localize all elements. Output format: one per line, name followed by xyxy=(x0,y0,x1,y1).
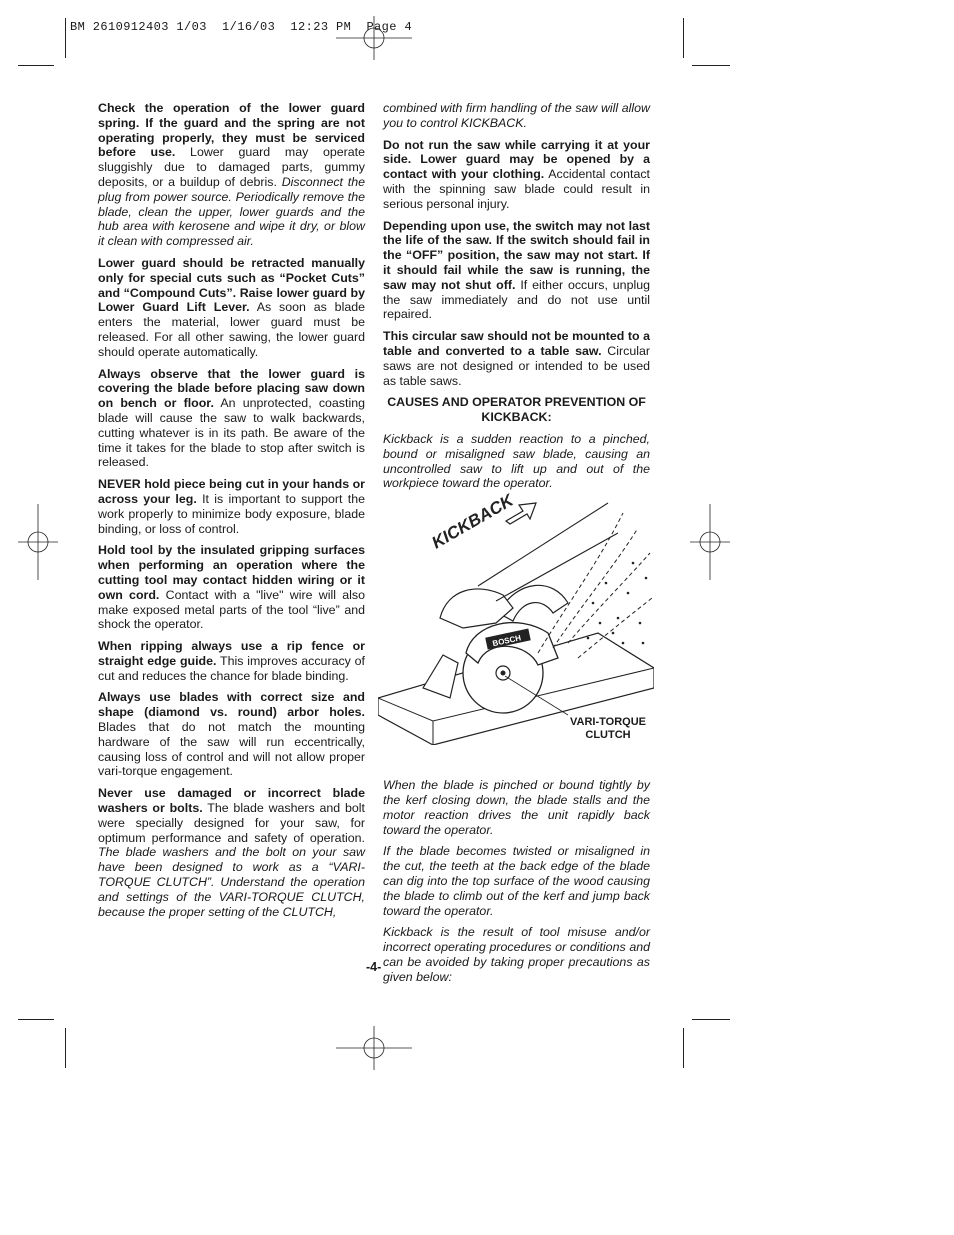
paragraph-never-hold: NEVER hold piece being cut in your hands or across your leg. It is important to support the work properly to minimize body exposure, blade binding, or loss of control. xyxy=(98,477,365,536)
registration-mark-left xyxy=(18,504,58,580)
sawdust xyxy=(587,562,648,645)
paragraph-table-saw: This circular saw should not be mounted to a table and converted to a table saw. Circular saws are not designed or intended to be used as table saws. xyxy=(383,329,650,388)
registration-mark-top xyxy=(336,16,412,60)
kickback-label: KICKBACK xyxy=(428,490,517,553)
paragraph-blade-twisted: If the blade becomes twisted or misaligned in the cut, the teeth at the back edge of the blade can dig into the top surface of the wood causing the blade to climb out of the kerf and jump back toward the operator. xyxy=(383,844,650,918)
figure-caption xyxy=(552,716,664,742)
paragraph-arbor-holes: Always use blades with correct size and shape (diamond vs. round) arbor holes. Blades that do not match the mounting hardware of the saw will run eccentrically, causing loss of control and will not allow proper vari-torque engagement. xyxy=(98,690,365,779)
paragraph-kickback-definition: Kickback is a sudden reaction to a pinched, bound or misaligned saw blade, causing an uncontrolled saw to lift up and out of the workpiece toward the operator. xyxy=(383,431,650,491)
registration-mark-bottom xyxy=(336,1026,412,1070)
page-number: -4- xyxy=(366,960,382,974)
printer-slug: BM 2610912403 1/03 1/16/03 12:23 PM Page 4 xyxy=(70,20,413,34)
paragraph-rip-fence: When ripping always use a rip fence or straight edge guide. This improves accuracy of cut and reduces the chance for blade binding. xyxy=(98,639,365,683)
section-heading-kickback: CAUSES AND OPERATOR PREVENTION OF KICKBACK: xyxy=(387,395,646,425)
paragraph-carrying: Do not run the saw while carrying it at your side. Lower guard may be opened by a contact with your clothing. Accidental contact with the spinning saw blade could result in serious personal injury. xyxy=(383,137,650,211)
operator-hand xyxy=(440,589,513,628)
paragraph-kickback-avoid: Kickback is the result of tool misuse and/or incorrect operating procedures or conditions and can be avoided by taking proper precautions as given below: xyxy=(383,925,650,984)
left-column xyxy=(98,101,365,926)
paragraph-guard-retract: Lower guard should be retracted manually only for special cuts such as “Pocket Cuts” and “Compound Cuts”. Raise lower guard by Lower Guard Lift Lever. As soon as blade enters the material, lower guard must be released. For all other sawing, the lower guard should operate automatically. xyxy=(98,255,366,359)
paragraph-guard-spring: Check the operation of the lower guard spring. If the guard and the spring are not operating properly, they must be serviced before use. Lower guard may operate sluggishly due to damaged parts, gummy deposits, or a buildup of debris. Disconnect the plug from power source. Periodically remove the blade, clean the upper, lower guards and the hub area with kerosene and wipe it dry, or blow it clean with compressed air. xyxy=(98,101,365,249)
caption-line-1: VARI-TORQUE xyxy=(570,716,646,728)
paragraph-observe-guard: Always observe that the lower guard is covering the blade before placing saw down on bench or floor. An unprotected, coasting blade will cause the saw to walk backwards, cutting whatever is in its path. Be aware of the time it takes for the blade to stop after switch is released. xyxy=(98,366,365,470)
kickback-illustration xyxy=(378,483,654,745)
paragraph-blade-pinched: When the blade is pinched or bound tightly by the kerf closing down, the blade stalls and the motor reaction drives the unit rapidly back toward the operator. xyxy=(383,778,650,837)
paragraph-blade-washers: Never use damaged or incorrect blade washers or bolts. The blade washers and bolt were specially designed for your saw, for optimum performance and safety of operation. The blade washers and the bolt on your saw have been designed to work as a “VARI-TORQUE CLUTCH”. Understand the operation and settings of the VARI-TORQUE CLUTCH, because the proper setting of the CLUTCH, xyxy=(98,786,365,919)
caption-line-2: CLUTCH xyxy=(585,729,631,741)
paragraph-control-kickback: combined with firm handling of the saw will allow you to control KICKBACK. xyxy=(383,101,650,130)
registration-mark-right xyxy=(690,504,730,580)
paragraph-insulated-grip: Hold tool by the insulated gripping surfaces when performing an operation where the cutting tool may contact hidden wiring or it own cord. Contact with a "live" wire will also make exposed metal parts of the tool “live” and shock the operator. xyxy=(98,543,365,632)
brand-label: BOSCH xyxy=(491,633,522,649)
paragraph-switch: Depending upon use, the switch may not last the life of the saw. If the switch should fail in the “OFF” position, the saw may not start. If it should fail while the saw is running, the saw may not shut off. If either occurs, unplug the saw immediately and do not use until repaired. xyxy=(383,218,650,322)
